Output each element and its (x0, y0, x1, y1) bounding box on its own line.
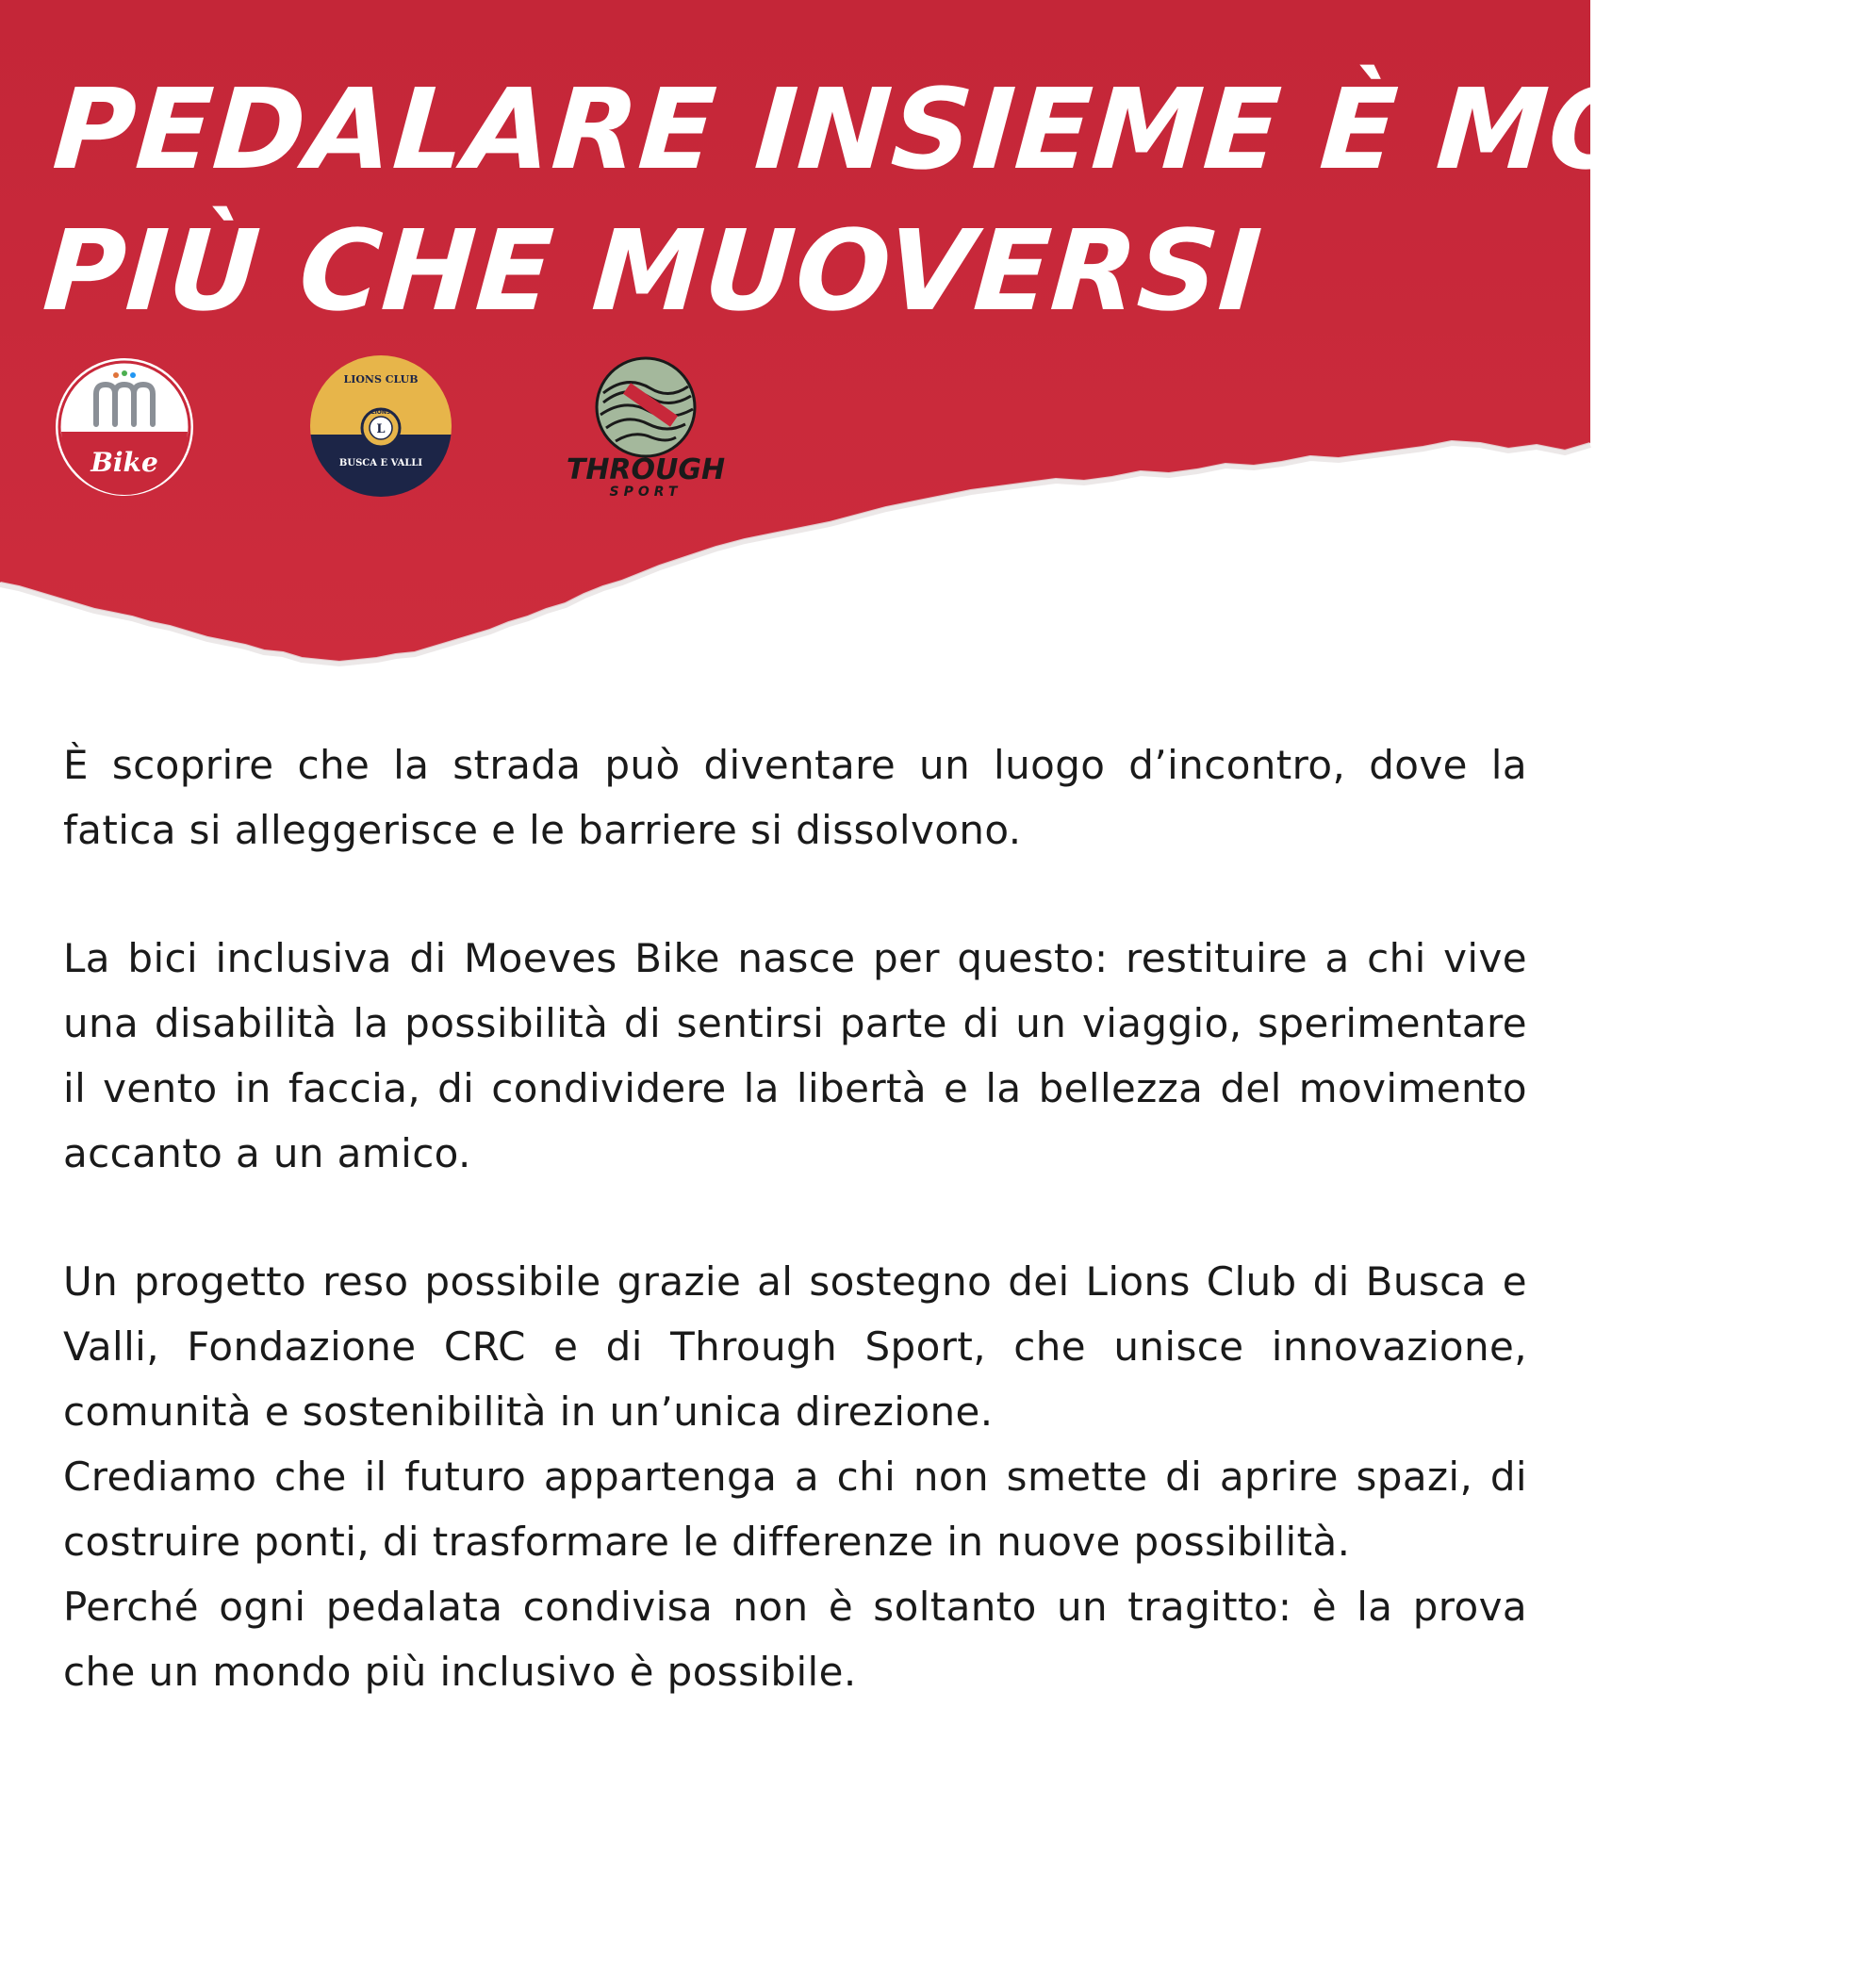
paragraph-2: La bici inclusiva di Moeves Bike nasce per questo: restituire a chi vive una disabilità la possibilità di sentirsi parte di un viaggio, sperimentare il vento in faccia, di condividere la libertà e la bellezza del movimento accanto a un amico. (63, 935, 1527, 1176)
body-text (63, 732, 1527, 1704)
title-line-2: PIÙ CHE MUOVERSI (39, 205, 1266, 336)
title-line-1: PEDALARE INSIEME È MOLTO (49, 64, 1875, 194)
page-title (40, 58, 1875, 341)
paragraph-1: È scoprire che la strada può diventare un luogo d’incontro, dove la fatica si alleggerisce e le barriere si dissolvono. (63, 742, 1527, 853)
svg-text:L: L (376, 422, 386, 436)
lions-emblem-text: LIONS (370, 409, 391, 416)
through-sport-logo (561, 351, 731, 501)
paragraph-5: Perché ogni pedalata condivisa non è soltanto un tragitto: è la prova che un mondo più inclusivo è possibile. (63, 1584, 1527, 1695)
sport-logo-text: SPORT (609, 485, 683, 500)
torn-paper-banner (0, 0, 1875, 679)
moeves-bike-logo (54, 356, 195, 498)
paragraph-3: Un progetto reso possibile grazie al sostegno dei Lions Club di Busca e Valli, Fondazione CRC e di Through Sport, che unisce innovazione, comunità e sostenibilità in un’unica direzione. (63, 1258, 1527, 1435)
lions-club-logo (309, 354, 452, 498)
moeves-logo-text: Bike (90, 447, 158, 478)
through-logo-text: THROUGH (566, 453, 726, 486)
lions-bottom-text: BUSCA E VALLI (338, 458, 423, 468)
paragraph-4: Crediamo che il futuro appartenga a chi non smette di aprire spazi, di costruire ponti, di trasformare le differenze in nuove possibilità. (63, 1454, 1527, 1565)
lions-top-text: LIONS CLUB (343, 373, 419, 386)
